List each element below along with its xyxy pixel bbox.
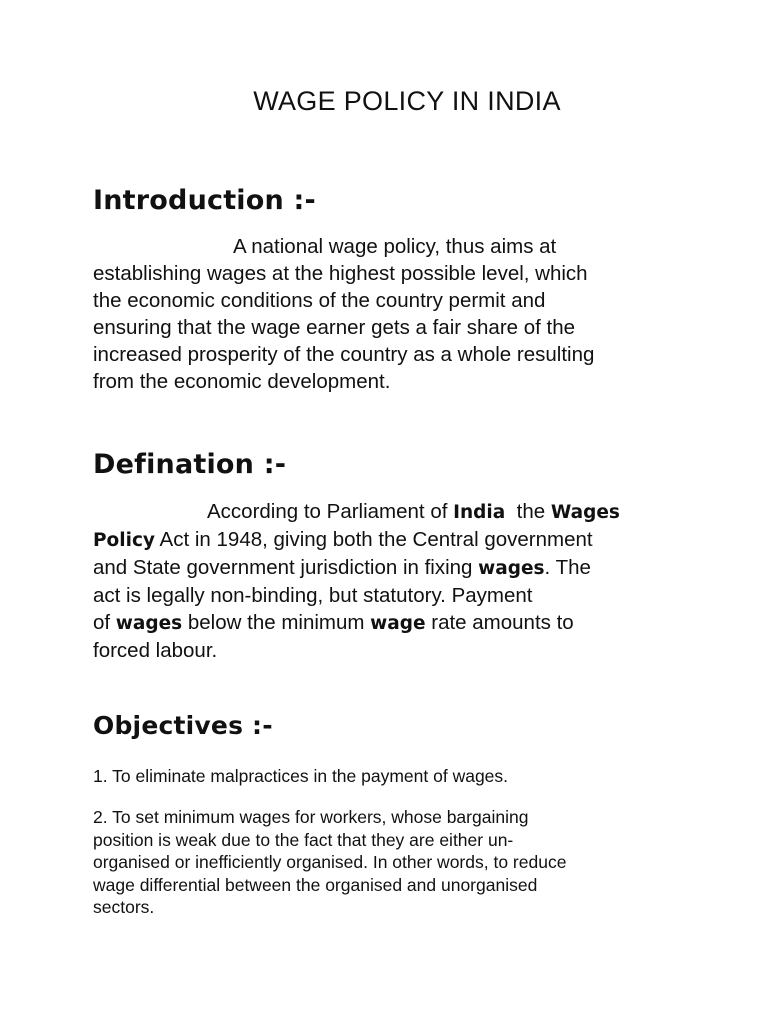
- paragraph-line: A national wage policy, thus aims at: [233, 235, 557, 258]
- paragraph-line: establishing wages at the highest possible level, which: [93, 262, 588, 285]
- bold-term: India: [453, 502, 506, 523]
- bold-term: Policy: [93, 530, 155, 551]
- bold-term: Wages: [550, 502, 620, 523]
- paragraph-line: of wages below the minimum wage rate amounts to: [93, 611, 574, 634]
- definition-heading: Defination :-: [93, 449, 287, 480]
- paragraph-line: wage differential between the organised and unorganised: [93, 874, 538, 895]
- introduction-paragraph: [93, 233, 683, 395]
- objective-item-2: [93, 806, 673, 919]
- paragraph-line: According to Parliament of India the Wages: [207, 500, 620, 523]
- paragraph-line: forced labour.: [93, 639, 218, 662]
- paragraph-line: 2. To set minimum wages for workers, whose bargaining: [93, 807, 529, 827]
- paragraph-line: Policy Act in 1948, giving both the Central government: [93, 528, 593, 551]
- paragraph-line: act is legally non-binding, but statutory. Payment: [93, 584, 533, 607]
- document-title: WAGE POLICY IN INDIA: [253, 86, 561, 116]
- paragraph-line: the economic conditions of the country permit and: [93, 289, 546, 312]
- paragraph-line: increased prosperity of the country as a whole resulting: [93, 343, 595, 366]
- paragraph-line: and State government jurisdiction in fixing wages. The: [93, 556, 591, 579]
- objective-item-1: 1. To eliminate malpractices in the payment of wages.: [93, 766, 509, 786]
- paragraph-line: organised or inefficiently organised. In other words, to reduce: [93, 852, 567, 872]
- introduction-heading: Introduction :-: [93, 185, 316, 216]
- definition-paragraph: [93, 498, 693, 664]
- bold-term: wage: [370, 613, 426, 634]
- paragraph-line: from the economic development.: [93, 370, 391, 393]
- paragraph-line: sectors.: [93, 897, 155, 917]
- paragraph-line: position is weak due to the fact that they are either un-: [93, 829, 514, 850]
- bold-term: wages: [115, 613, 183, 634]
- objectives-heading: Objectives :-: [93, 711, 273, 740]
- paragraph-line: ensuring that the wage earner gets a fair share of the: [93, 316, 576, 339]
- bold-term: wages: [478, 558, 545, 579]
